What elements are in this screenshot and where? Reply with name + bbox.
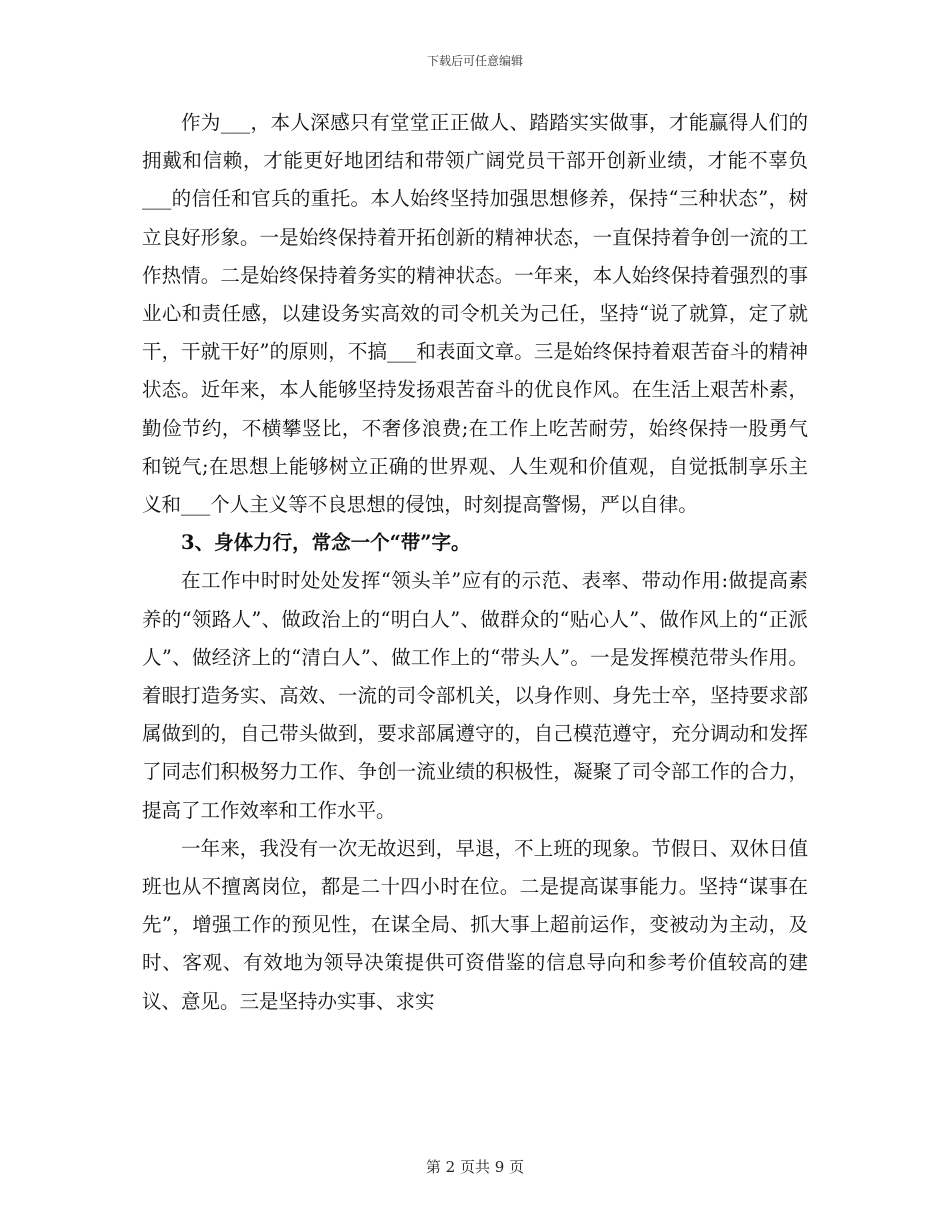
paragraph-attendance: 一年来，我没有一次无故迟到，早退，不上班的现象。节假日、双休日值班也从不擅离岗位，都是二十四小时在位。二是提高谋事能力。坚持“谋事在先”，增强工作的预见性，在谋全局、抓大事上超前运作，变被动为主动，及时、客观、有效地为领导决策提供可资借鉴的信息导向和参考价值较高的建议、意见。三是坚持办实事、求实 bbox=[142, 836, 808, 1013]
paragraph-leading-role: 在工作中时时处处发挥“领头羊”应有的示范、表率、带动作用:做提高素养的“领路人”、做政治上的“明白人”、做群众的“贴心人”、做作风上的“正派人”、做经济上的“清白人”、做工作上的“带头人”。一是发挥模范带头作用。着眼打造务实、高效、一流的司令部机关，以身作则、身先士卒，坚持要求部属做到的，自己带头做到，要求部属遵守的，自己模范遵守，充分调动和发挥了同志们积极努力工作、争创一流业绩的积极性，凝聚了司令部工作的合力，提高了工作效率和工作水平。 bbox=[142, 569, 808, 822]
paragraph-self-cultivation: 作为___，本人深感只有堂堂正正做人、踏踏实实做事，才能赢得人们的拥戴和信赖，才能更好地团结和带领广阔党员干部开创新业绩，才能不辜负___的信任和官兵的重托。本人始终坚持加强思想修养，保持“三种状态”，树立良好形象。一是始终保持着开拓创新的精神状态，一直保持着争创一流的工作热情。二是始终保持着务实的精神状态。一年来，本人始终保持着强烈的事业心和责任感，以建设务实高效的司令机关为己任，坚持“说了就算，定了就干，干就干好”的原则，不搞___和表面文章。三是始终保持着艰苦奋斗的精神状态。近年来，本人能够坚持发扬艰苦奋斗的优良作风。在生活上艰苦朴素，勤俭节约，不横攀竖比，不奢侈浪费;在工作上吃苦耐劳，始终保持一股勇气和锐气;在思想上能够树立正确的世界观、人生观和价值观，自觉抵制享乐主义和___个人主义等不良思想的侵蚀，时刻提高警惕，严以自律。 bbox=[142, 111, 808, 517]
page-header: 下载后可任意编辑 bbox=[426, 54, 523, 68]
page-number: 第 2 页共 9 页 bbox=[425, 1158, 525, 1176]
document-body bbox=[142, 104, 808, 1021]
section-heading: 3、身体力行，常念一个“带”字。 bbox=[181, 531, 471, 555]
